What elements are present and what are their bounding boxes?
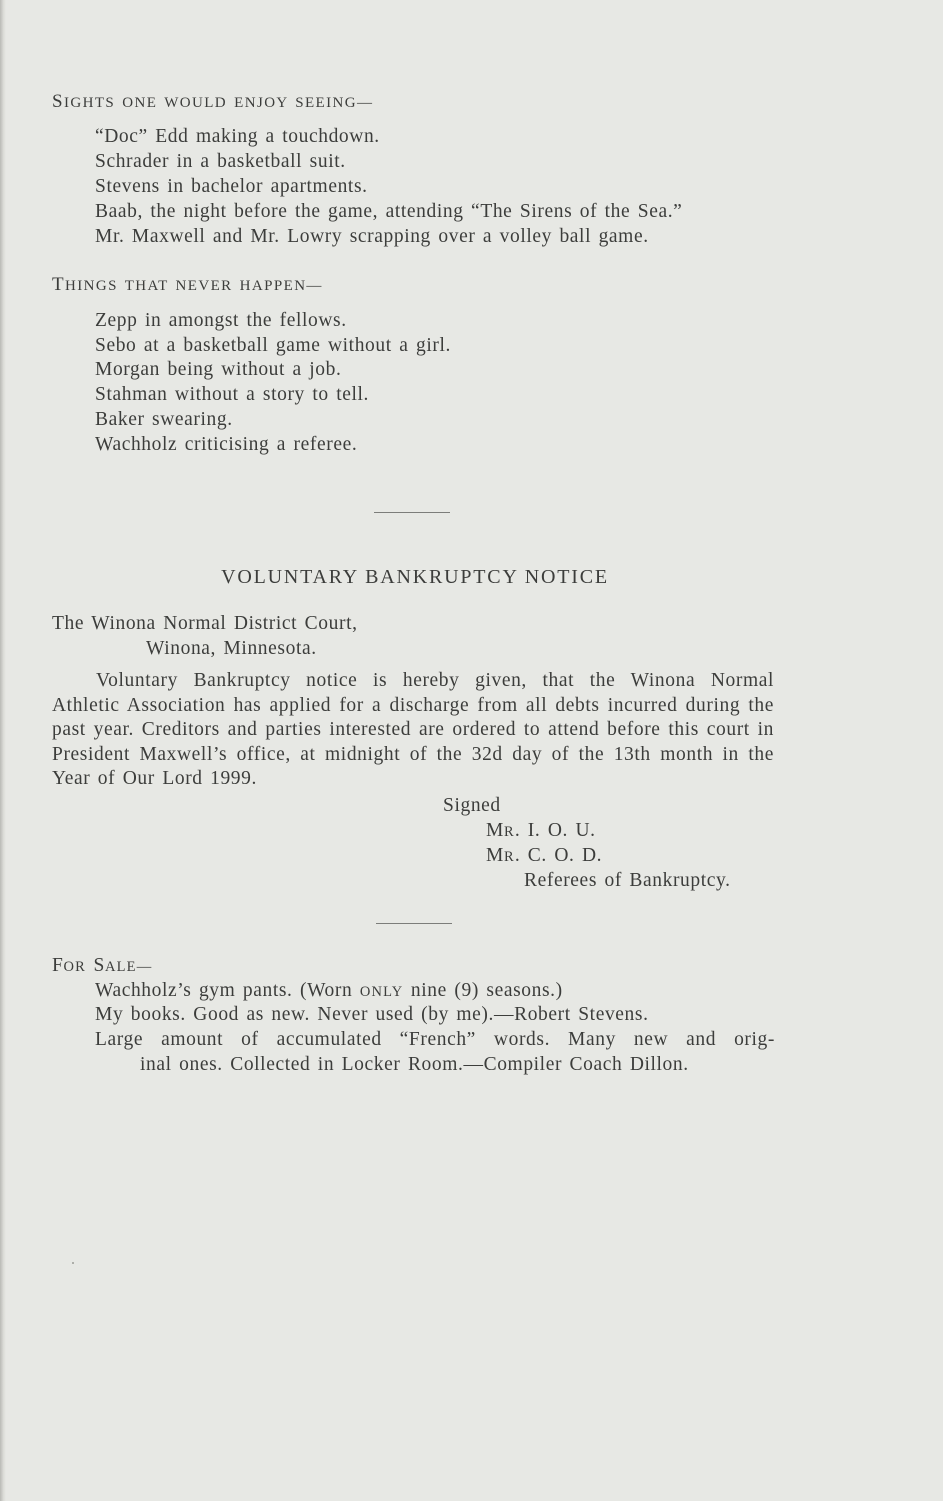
sights-heading-initial: S [52,91,64,112]
sights-item: Mr. Maxwell and Mr. Lowry scrapping over a volley ball game. [95,226,649,247]
things-item: Sebo at a basketball game without a girl. [95,335,451,356]
referees-label: Referees of Bankruptcy. [524,870,731,891]
signer-iou [486,819,596,844]
gym-pants-text-end: nine (9) seasons.) [403,980,563,1001]
things-item: Stahman without a story to tell. [95,384,370,405]
court-location: Winona, Minnesota. [146,638,317,659]
gym-pants-emphasis: ONLY [359,984,404,1000]
things-item: Zepp in amongst the fellows. [95,310,347,331]
signer-cod-text: . C. O. D. [514,845,603,866]
signer-iou-smallcaps: R [503,824,515,840]
signer-iou-text: . I. O. U. [514,820,596,841]
for-sale-item-books: My books. Good as new. Never used (by me).—Robert Stevens. [95,1004,649,1025]
court-name: The Winona Normal District Court, [52,613,358,634]
for-sale-heading-smallcaps-2: ALE— [104,959,153,975]
sights-heading-text: IGHTS ONE WOULD ENJOY SEEING— [63,95,374,111]
section-divider [374,512,450,513]
sights-item: Baab, the night before the game, attending “The Sirens of the Sea.” [95,201,683,222]
things-item: Wachholz criticising a referee. [95,434,358,455]
notice-title: VOLUNTARY BANKRUPTCY NOTICE [221,566,609,588]
signer-cod-initial: M [486,845,504,866]
for-sale-item-french-words: Large amount of accumulated “French” words. Many new and orig- [95,1029,775,1050]
sights-item: “Doc” Edd making a touchdown. [95,126,380,147]
signer-cod-smallcaps: R [503,849,515,865]
things-heading-initial: T [52,274,66,295]
for-sale-heading [52,954,152,979]
sights-item: Schrader in a basketball suit. [95,151,346,172]
notice-body: Voluntary Bankruptcy notice is hereby given, that the Winona Normal Athletic Association has applied for a discharge from all debts incurred during the past year. Creditors and parties interested are ordered to attend before this court in President Maxwell’s office, at midnight of the 32d day of the 13th month in the Year of Our Lord 1999. [52,670,774,790]
for-sale-heading-initial-1: F [52,955,64,976]
sights-item: Stevens in bachelor apartments. [95,176,368,197]
for-sale-heading-smallcaps-1: OR [63,959,86,975]
signer-cod [486,844,602,869]
section-divider [376,923,452,924]
gym-pants-text: Wachholz’s gym pants. (Worn [95,980,360,1001]
things-heading-text: HINGS THAT NEVER HAPPEN— [65,278,323,294]
for-sale-item-gym-pants [95,979,563,1004]
things-item: Morgan being without a job. [95,359,342,380]
for-sale-item-french-words-cont: inal ones. Collected in Locker Room.—Compiler Coach Dillon. [140,1054,689,1075]
signer-iou-initial: M [486,820,504,841]
for-sale-heading-initial-2: S [93,955,105,976]
things-item: Baker swearing. [95,409,233,430]
sights-heading [52,90,373,115]
signed-label: Signed [443,795,501,816]
paper-speck [72,1262,74,1264]
things-heading [52,273,323,298]
